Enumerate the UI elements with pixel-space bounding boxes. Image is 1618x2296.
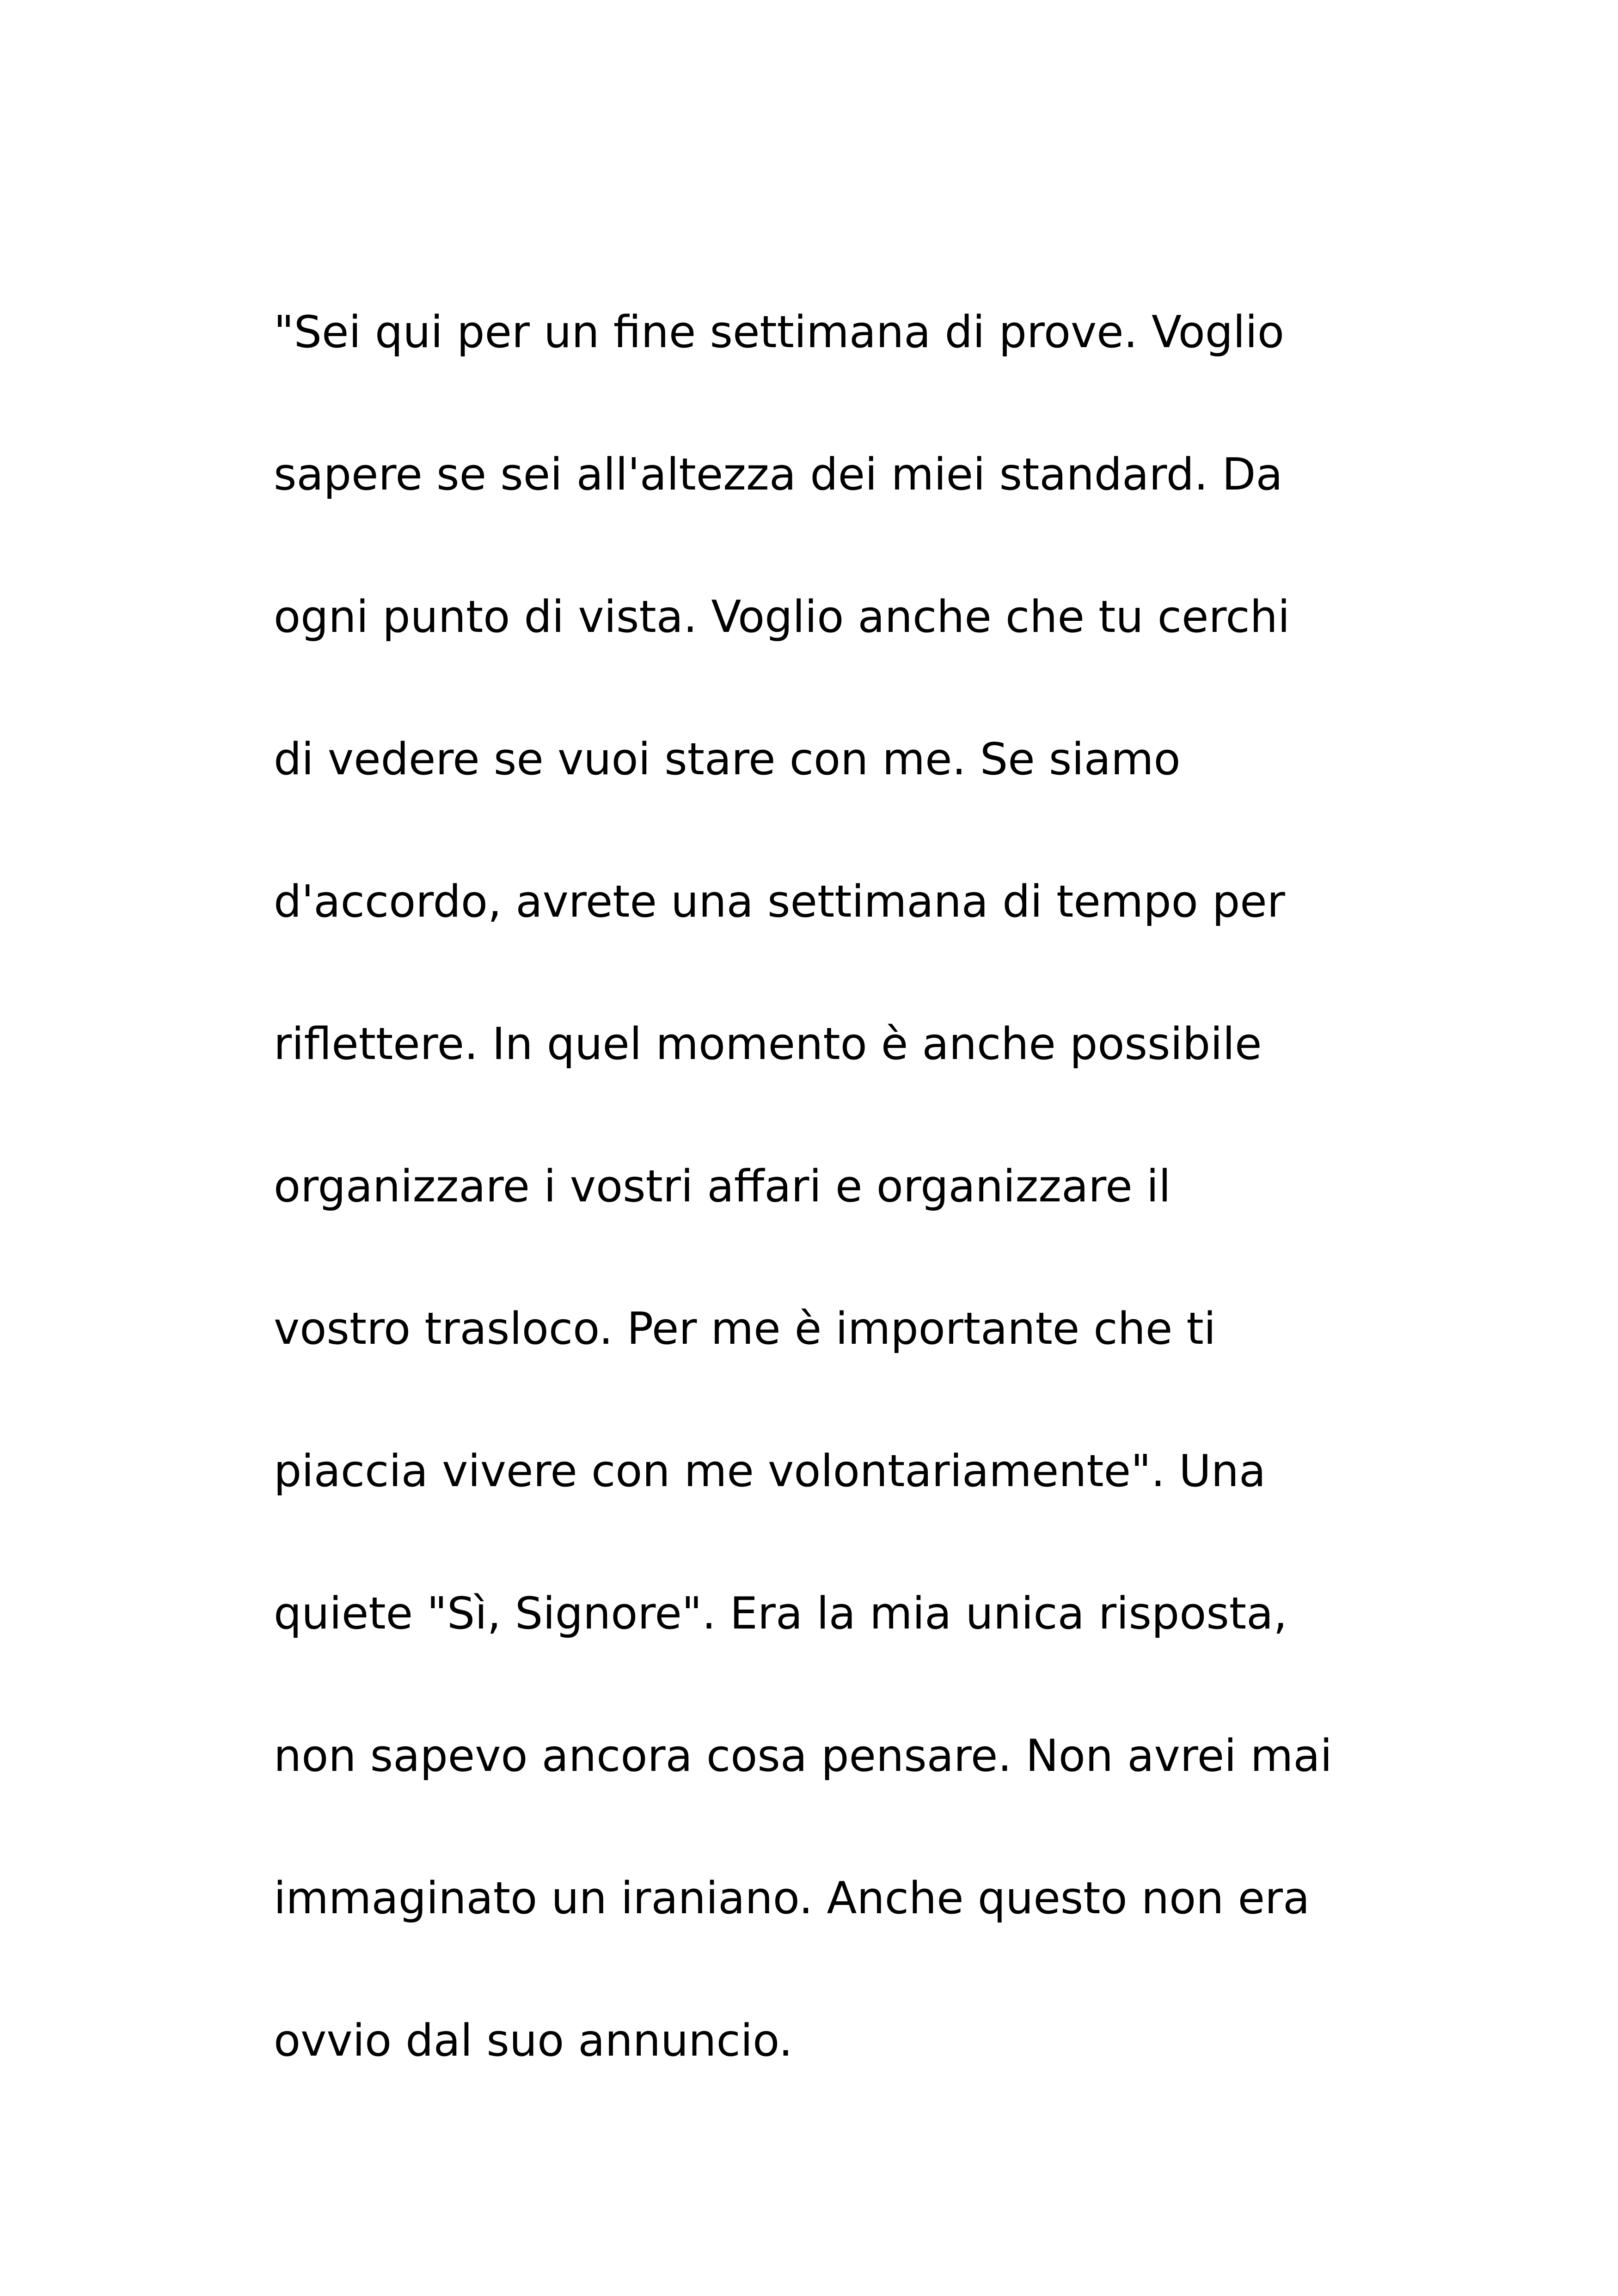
text-line: "Sei qui per un fine settimana di prove. Voglio [274, 307, 1284, 358]
text-line: piaccia vivere con me volontariamente". Una [274, 1446, 1266, 1497]
text-line: sapere se sei all'altezza dei miei standard. Da [274, 449, 1283, 500]
text-line: riflettere. In quel momento è anche possibile [274, 1019, 1262, 1070]
text-line: ovvio dal suo annuncio. [274, 2015, 793, 2066]
text-line: organizzare i vostri affari e organizzare il [274, 1161, 1171, 1212]
text-line: di vedere se vuoi stare con me. Se siamo [274, 734, 1181, 785]
text-line: immaginato un iraniano. Anche questo non era [274, 1873, 1310, 1924]
body-paragraph [274, 261, 1429, 2112]
text-line: d'accordo, avrete una settimana di tempo per [274, 876, 1285, 927]
text-line: ogni punto di vista. Voglio anche che tu cerchi [274, 592, 1290, 643]
text-line: quiete "Sì, Signore". Era la mia unica risposta, [274, 1588, 1287, 1639]
text-line: vostro trasloco. Per me è importante che ti [274, 1304, 1216, 1354]
text-line: non sapevo ancora cosa pensare. Non avrei mai [274, 1731, 1332, 1782]
